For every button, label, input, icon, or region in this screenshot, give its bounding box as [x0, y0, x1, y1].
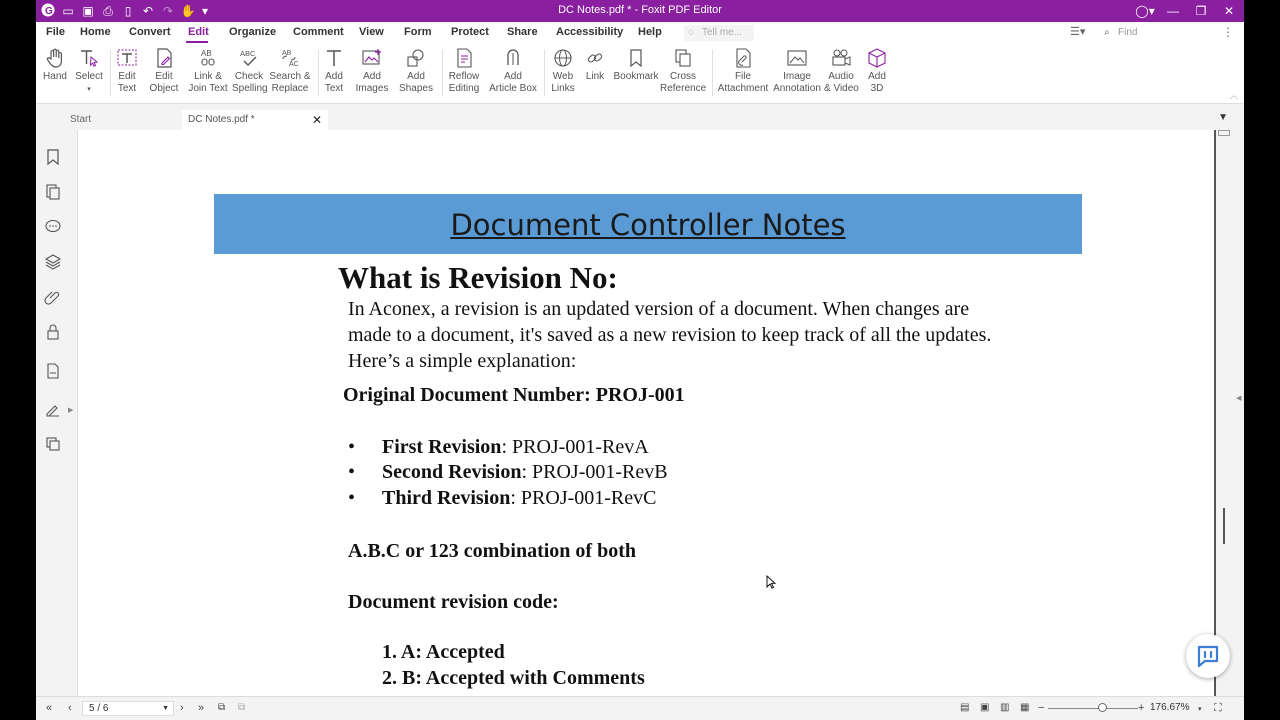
edit-object-button[interactable]: [144, 47, 184, 95]
signature-panel-icon[interactable]: [44, 399, 62, 417]
cube-3d-icon: [866, 47, 888, 69]
banner-title: Document Controller Notes: [450, 208, 846, 242]
image-annotation-button[interactable]: [772, 47, 822, 95]
page-dropdown-icon[interactable]: ▼: [162, 705, 169, 712]
tab-doc-label: DC Notes.pdf *: [188, 114, 255, 125]
menu-organize[interactable]: Organize: [229, 26, 277, 38]
ribbon-separator: [712, 50, 713, 96]
comments-panel-icon[interactable]: [44, 218, 62, 236]
lightbulb-icon: ◌: [688, 27, 694, 38]
edit-text-button[interactable]: [114, 47, 140, 95]
new-doc-icon[interactable]: ▯: [124, 4, 132, 18]
ribbon-separator: [110, 50, 111, 96]
revision-value: : PROJ-001-RevB: [521, 461, 668, 483]
bullet-icon: •: [348, 487, 356, 509]
foxit-window: [36, 0, 1244, 720]
previous-view-icon[interactable]: ⧉: [218, 702, 226, 713]
ai-assistant-button[interactable]: [1186, 634, 1230, 678]
zoom-level[interactable]: 176.67%: [1150, 702, 1190, 713]
document-viewport[interactable]: [78, 130, 1216, 696]
add-article-box-button[interactable]: [486, 47, 540, 95]
reflow-icon: [453, 47, 475, 69]
edit-ribbon: [36, 44, 1244, 104]
menu-form[interactable]: Form: [404, 26, 432, 38]
revision-code-heading: Document revision code:: [348, 591, 559, 613]
page-number-value: 5 / 6: [89, 703, 109, 714]
select-tool-button[interactable]: [74, 47, 104, 96]
last-page-icon[interactable]: »: [198, 702, 205, 714]
next-view-icon[interactable]: ⧉: [238, 702, 246, 713]
check-spelling-label: Check Spelling: [232, 71, 268, 94]
continuous-facing-icon[interactable]: ▦: [1020, 702, 1030, 713]
paragraph-line-2: made to a document, it's saved as a new revision to keep track of all the updates.: [348, 324, 992, 346]
layers-panel-icon[interactable]: [44, 253, 62, 271]
tell-me-placeholder: Tell me...: [702, 27, 743, 38]
collapse-ribbon-icon[interactable]: ︿: [1230, 91, 1238, 100]
title-bar: [36, 0, 1244, 22]
print-icon[interactable]: ⎙: [103, 4, 113, 18]
link-icon: [584, 47, 606, 69]
svg-text:AC: AC: [289, 61, 299, 68]
ribbon-separator: [318, 50, 319, 96]
link-join-icon: [197, 47, 219, 69]
open-folder-icon[interactable]: ▭: [62, 4, 74, 18]
status-bar: [36, 696, 1244, 720]
find-input[interactable]: [1102, 25, 1210, 41]
select-text-icon: [78, 47, 100, 69]
search-replace-label: Search & Replace: [269, 71, 311, 94]
reflow-label: Reflow Editing: [448, 71, 480, 94]
hand-label: Hand: [43, 71, 67, 82]
video-camera-icon: [830, 47, 852, 69]
add-shapes-button[interactable]: [396, 47, 436, 95]
active-tab-underline: [186, 41, 208, 43]
ribbon-display-icon[interactable]: ☰▾: [1070, 26, 1086, 38]
file-attachment-label: File Attachment: [717, 71, 769, 94]
navigation-panel: [36, 130, 78, 696]
audio-video-button[interactable]: [824, 47, 858, 95]
expand-panel-icon[interactable]: ▶: [68, 407, 74, 414]
bookmark-icon: [625, 47, 647, 69]
destinations-panel-icon[interactable]: [44, 435, 62, 453]
code-item: 1. A: Accepted: [382, 641, 505, 663]
save-icon[interactable]: ▣: [82, 4, 94, 18]
scroll-top-button[interactable]: [1218, 130, 1230, 136]
combination-note: A.B.C or 123 combination of both: [348, 540, 636, 562]
undo-icon[interactable]: ↶: [142, 4, 154, 18]
link-button[interactable]: [582, 47, 608, 83]
bookmarks-panel-icon[interactable]: [44, 148, 62, 166]
zoom-in-icon[interactable]: +: [1138, 702, 1145, 714]
menu-home[interactable]: Home: [80, 26, 111, 38]
menu-file[interactable]: File: [46, 26, 65, 38]
menu-comment[interactable]: Comment: [293, 26, 344, 38]
content-panel-icon[interactable]: [44, 362, 62, 380]
first-page-icon[interactable]: «: [46, 702, 53, 714]
title-banner: [214, 194, 1082, 254]
zoom-slider-track[interactable]: [1048, 708, 1138, 709]
cross-reference-label: Cross Reference: [660, 71, 707, 94]
link-join-label: Link & Join Text: [188, 71, 228, 94]
menu-share[interactable]: Share: [507, 26, 538, 38]
file-attachment-icon: [732, 47, 754, 69]
revision-label: First Revision: [382, 436, 502, 458]
revision-label: Second Revision: [382, 461, 522, 483]
add-text-icon: [323, 47, 345, 69]
add-image-icon: [361, 47, 383, 69]
menu-protect[interactable]: Protect: [451, 26, 489, 38]
full-screen-icon[interactable]: ⛶: [1214, 702, 1222, 714]
bullet-icon: •: [348, 461, 356, 483]
restore-button[interactable]: ❐: [1195, 4, 1207, 18]
cross-reference-icon: [672, 47, 694, 69]
cross-reference-button[interactable]: [660, 47, 706, 95]
menu-help[interactable]: Help: [638, 26, 662, 38]
bookmark-button[interactable]: [612, 47, 660, 83]
security-panel-icon[interactable]: [44, 323, 62, 341]
search-replace-button[interactable]: [268, 47, 312, 95]
minimize-button[interactable]: —: [1167, 4, 1179, 18]
hand-tool-icon[interactable]: ✋: [180, 4, 196, 18]
ribbon-separator: [544, 50, 545, 96]
image-annotation-icon: [786, 47, 808, 69]
revision-value: : PROJ-001-RevC: [510, 487, 657, 509]
account-icon[interactable]: ◯▾: [1135, 4, 1155, 18]
link-label: Link: [585, 71, 605, 82]
window-controls: [1134, 2, 1240, 20]
revision-label: Third Revision: [382, 487, 511, 509]
web-links-button[interactable]: [548, 47, 578, 95]
zoom-dropdown-icon[interactable]: ▾: [1198, 706, 1202, 713]
find-placeholder: Find: [1118, 27, 1138, 38]
menu-view[interactable]: View: [359, 26, 384, 38]
menu-bar: [36, 22, 1244, 44]
file-attachment-button[interactable]: [716, 47, 770, 95]
bookmark-label: Bookmark: [613, 71, 659, 82]
article-box-icon: [502, 47, 524, 69]
scrollbar-thumb[interactable]: [1223, 508, 1225, 544]
list-item: [348, 461, 668, 484]
attachments-panel-icon[interactable]: [44, 288, 62, 306]
tab-start-label: Start: [70, 114, 92, 125]
code-item: 2. B: Accepted with Comments: [382, 667, 645, 689]
zoom-slider-knob[interactable]: [1098, 703, 1107, 712]
more-options-icon[interactable]: ⋮: [1222, 25, 1234, 39]
pages-panel-icon[interactable]: [44, 183, 62, 201]
menu-edit[interactable]: Edit: [188, 26, 209, 38]
single-page-icon[interactable]: ▤: [960, 702, 970, 713]
page-number-input[interactable]: [82, 701, 174, 716]
revision-value: : PROJ-001-RevA: [501, 436, 649, 458]
edit-text-icon: [116, 47, 138, 69]
redo-icon[interactable]: ↷: [162, 4, 174, 18]
search-replace-icon: [279, 47, 301, 69]
bullet-icon: •: [348, 436, 356, 458]
vertical-scrollbar[interactable]: [1216, 130, 1230, 696]
article-box-label: Add Article Box: [489, 71, 537, 94]
add-shapes-icon: [405, 47, 427, 69]
add-3d-label: Add 3D: [868, 71, 886, 94]
right-panel-toggle-icon[interactable]: ◀: [1236, 395, 1242, 402]
edit-object-icon: [153, 47, 175, 69]
svg-text:G: G: [45, 6, 53, 17]
edit-object-label: Edit Object: [149, 71, 179, 94]
globe-icon: [552, 47, 574, 69]
web-links-label: Web Links: [551, 71, 575, 94]
original-number: Original Document Number: PROJ-001: [343, 384, 685, 406]
image-annotation-label: Image Annotation: [773, 71, 821, 94]
tell-me-input[interactable]: [684, 25, 754, 41]
list-item: [348, 487, 657, 510]
section-heading: What is Revision No:: [338, 260, 618, 295]
hand-icon: [44, 47, 66, 69]
reflow-editing-button[interactable]: [446, 47, 482, 95]
close-window-button[interactable]: ✕: [1223, 4, 1235, 18]
menu-convert[interactable]: Convert: [129, 26, 171, 38]
next-page-icon[interactable]: ›: [180, 702, 184, 714]
add-shapes-label: Add Shapes: [399, 71, 433, 94]
svg-text:AB: AB: [201, 49, 212, 58]
spell-check-icon: [238, 47, 260, 69]
tab-dc-notes[interactable]: [182, 110, 328, 130]
add-images-button[interactable]: [352, 47, 392, 95]
list-item: [348, 436, 649, 459]
previous-page-icon[interactable]: ‹: [68, 702, 72, 714]
mouse-cursor-icon: [766, 575, 776, 589]
continuous-page-icon[interactable]: ▣: [980, 702, 990, 713]
customize-qat-icon[interactable]: ▾: [201, 4, 209, 18]
hand-tool-button[interactable]: [42, 47, 68, 83]
window-title: DC Notes.pdf * - Foxit PDF Editor: [558, 4, 722, 16]
document-tab-bar: [36, 108, 1244, 130]
add-3d-button[interactable]: [862, 47, 892, 95]
svg-text:ABC: ABC: [240, 49, 256, 58]
edit-text-label: Edit Text: [117, 71, 137, 94]
add-text-button[interactable]: [320, 47, 348, 95]
search-icon: ⌕: [1104, 27, 1110, 38]
svg-text:AB: AB: [282, 50, 292, 57]
zoom-out-icon[interactable]: −: [1038, 702, 1045, 714]
audio-video-label: Audio & Video: [824, 71, 859, 94]
check-spelling-button[interactable]: [232, 47, 266, 95]
menu-accessibility[interactable]: Accessibility: [556, 26, 624, 38]
select-dropdown-icon: ▾: [87, 86, 91, 93]
ribbon-separator: [442, 50, 443, 96]
link-join-text-button[interactable]: [188, 47, 228, 95]
tab-list-dropdown-icon[interactable]: ▼: [1218, 112, 1228, 123]
chat-bubble-icon: [1195, 643, 1221, 669]
add-images-label: Add Images: [355, 71, 389, 94]
add-text-label: Add Text: [324, 71, 344, 94]
select-label: Select: [75, 71, 103, 82]
paragraph-line-3: Here’s a simple explanation:: [348, 350, 577, 372]
close-tab-icon[interactable]: ✕: [311, 113, 322, 127]
paragraph-line-1: In Aconex, a revision is an updated version of a document. When changes are: [348, 298, 970, 320]
tab-start[interactable]: [64, 110, 182, 130]
facing-page-icon[interactable]: ▥: [1000, 702, 1010, 713]
